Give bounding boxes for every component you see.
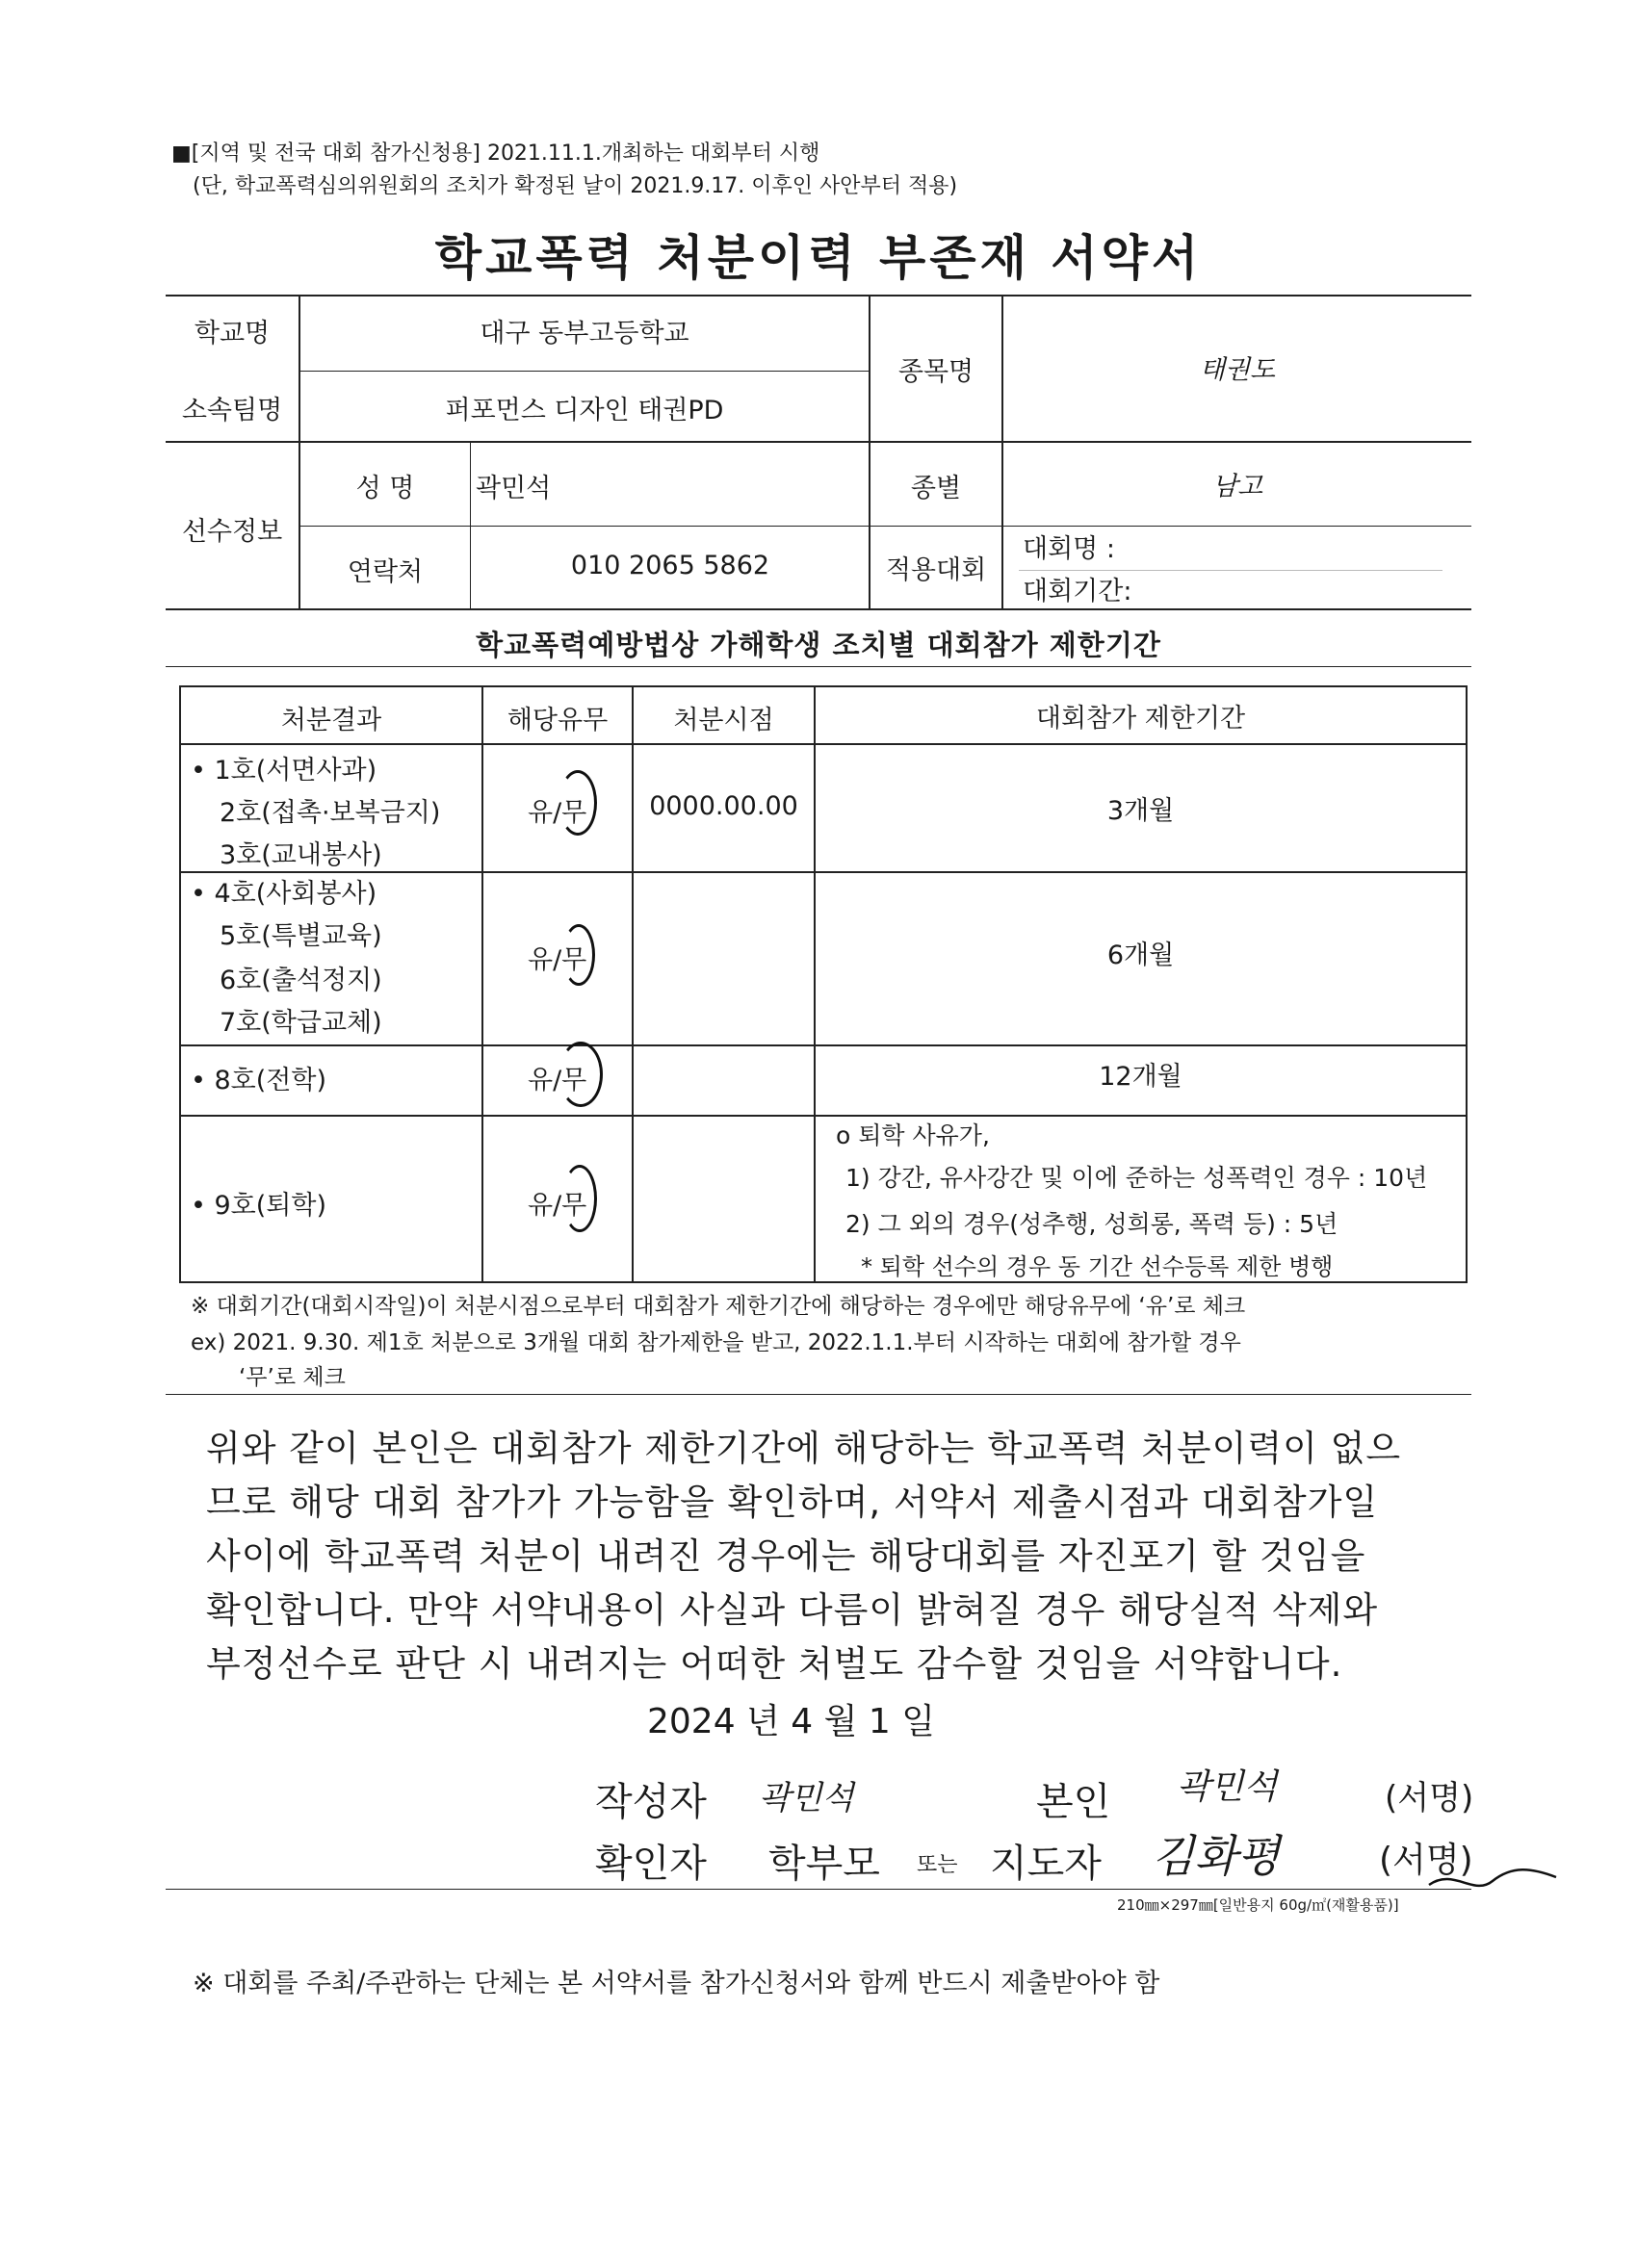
row2-item-4: 7호(학급교체) — [220, 1008, 382, 1038]
player-info-label: 선수정보 — [181, 517, 283, 547]
row1-item-3: 3호(교내봉사) — [220, 840, 382, 870]
pledge-line-4: 확인합니다. 만약 서약내용이 사실과 다름이 밝혀질 경우 해당실적 삭제와 — [206, 1589, 1379, 1631]
apply-competition-label: 적용대회 — [885, 555, 987, 585]
row4-check-mark — [562, 1165, 597, 1232]
writer-label: 작성자 — [595, 1780, 707, 1824]
pledge-date: 2024 년 4 월 1 일 — [647, 1702, 935, 1741]
pledge-line-3: 사이에 학교폭력 처분이 내려진 경우에는 해당대회를 자진포기 할 것임을 — [206, 1535, 1366, 1577]
header-applicable: 해당유무 — [507, 706, 609, 735]
header-result: 처분결과 — [280, 706, 382, 735]
row3-item-1: • 8호(전학) — [191, 1066, 326, 1095]
row2-item-3: 6호(출석정지) — [220, 966, 382, 995]
row4-period-line-1: o 퇴학 사유가, — [836, 1121, 990, 1149]
coach-sign-mark: (서명) — [1379, 1841, 1473, 1880]
note-1: ※ 대회기간(대회시작일)이 처분시점으로부터 대회참가 제한기간에 해당하는 경우에만 해당유무에 ‘유’로 체크 — [191, 1294, 1246, 1319]
row3-period: 12개월 — [1099, 1062, 1182, 1092]
header-line-1: ■[지역 및 전국 대회 참가신청용] 2021.11.1.개최하는 대회부터 시행 — [171, 142, 820, 166]
row4-period-line-3: 2) 그 외의 경우(성추행, 성희롱, 폭력 등) : 5년 — [845, 1210, 1338, 1238]
competition-period-label: 대회기간: — [1023, 577, 1132, 606]
pledge-line-5: 부정선수로 판단 시 내려지는 어떠한 처벌도 감수할 것임을 서약합니다. — [206, 1643, 1343, 1685]
school-label: 학교명 — [194, 319, 271, 348]
row2-item-2: 5호(특별교육) — [220, 921, 382, 951]
header-period: 대회참가 제한기간 — [1035, 704, 1246, 734]
section-subtitle: 학교폭력예방법상 가해학생 조치별 대회참가 제한기간 — [476, 629, 1161, 661]
writer-signature: 곽민석 — [759, 1779, 854, 1817]
row2-period: 6개월 — [1106, 941, 1175, 970]
competition-name-label: 대회명 : — [1023, 534, 1115, 564]
name-value: 곽민석 — [476, 474, 552, 503]
coach-signature: 김화평 — [1152, 1830, 1281, 1882]
contact-label: 연락처 — [347, 557, 424, 587]
header-line-2: (단, 학교폭력심의위원회의 조치가 확정된 날이 2021.9.17. 이후인 사안부터 적용) — [193, 174, 958, 198]
row1-date: 0000.00.00 — [649, 791, 798, 821]
row2-yn: 유/무 — [528, 945, 587, 975]
row1-check-mark — [559, 770, 597, 836]
header-date: 처분시점 — [673, 706, 774, 735]
pledge-line-2: 므로 해당 대회 참가가 가능함을 확인하며, 서약서 제출시점과 대회참가일 — [206, 1482, 1379, 1523]
team-value: 퍼포먼스 디자인 태권PD — [445, 396, 724, 425]
parent-label: 학부모 — [768, 1842, 880, 1886]
sport-label: 종목명 — [897, 357, 974, 387]
row4-period-line-4: * 퇴학 선수의 경우 동 기간 선수등록 제한 병행 — [861, 1253, 1334, 1280]
row2-item-1: • 4호(사회봉사) — [191, 879, 377, 909]
row4-item-1: • 9호(퇴학) — [191, 1191, 326, 1221]
row1-yn: 유/무 — [528, 798, 587, 828]
footer-note: ※ 대회를 주최/주관하는 단체는 본 서약서를 참가신청서와 함께 반드시 제출받아야 함 — [193, 1969, 1160, 1998]
team-label: 소속팀명 — [181, 396, 283, 425]
coach-label: 지도자 — [990, 1842, 1102, 1886]
self-signature: 곽민석 — [1177, 1767, 1278, 1807]
row1-period: 3개월 — [1106, 796, 1175, 826]
gender-label: 종별 — [910, 474, 962, 503]
school-value: 대구 동부고등학교 — [480, 319, 689, 348]
signature-flourish — [1425, 1858, 1560, 1906]
note-2: ex) 2021. 9.30. 제1호 처분으로 3개월 대회 참가제한을 받고, 2022.1.1.부터 시작하는 대회에 참가할 경우 — [191, 1330, 1241, 1355]
self-sign-mark: (서명) — [1385, 1779, 1474, 1817]
row3-yn: 유/무 — [528, 1066, 587, 1095]
pledge-line-1: 위와 같이 본인은 대회참가 제한기간에 해당하는 학교폭력 처분이력이 없으 — [206, 1428, 1402, 1469]
self-label: 본인 — [1036, 1780, 1111, 1824]
or-label: 또는 — [917, 1853, 958, 1877]
contact-value: 010 2065 5862 — [570, 551, 770, 580]
row4-period-line-2: 1) 강간, 유사강간 및 이에 준하는 성폭력인 경우 : 10년 — [845, 1164, 1428, 1192]
row1-item-1: • 1호(서면사과) — [191, 756, 377, 786]
paper-spec: 210㎜×297㎜[일반용지 60g/㎡(재활용품)] — [1117, 1896, 1399, 1914]
page-title: 학교폭력 처분이력 부존재 서약서 — [434, 230, 1203, 286]
confirmer-label: 확인자 — [595, 1842, 707, 1886]
row4-yn: 유/무 — [528, 1191, 587, 1221]
row2-check-mark — [562, 924, 595, 986]
row3-check-mark — [559, 1042, 603, 1107]
name-label: 성 명 — [355, 474, 415, 503]
sport-value: 태권도 — [1199, 355, 1276, 385]
note-3: ‘무’로 체크 — [239, 1365, 346, 1390]
gender-value: 남고 — [1211, 472, 1263, 502]
row1-item-2: 2호(접촉·보복금지) — [220, 798, 441, 828]
